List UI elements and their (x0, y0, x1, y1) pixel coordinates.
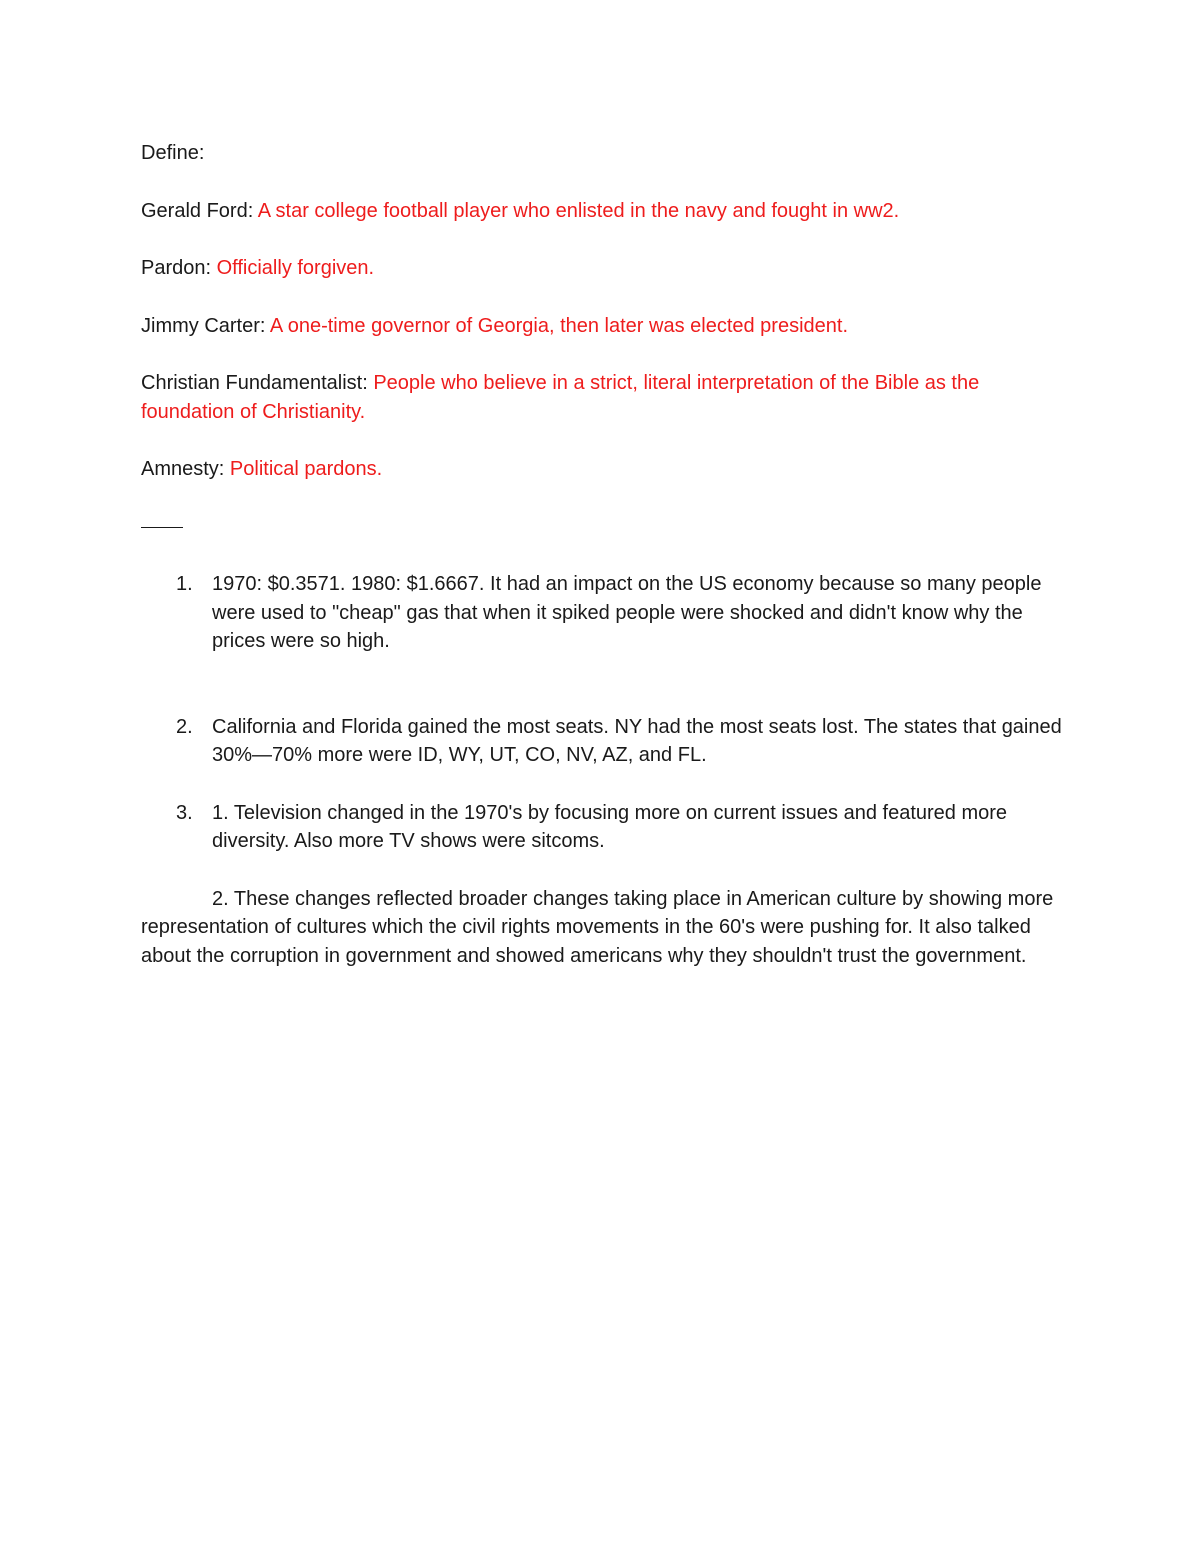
definition-text: A one-time governor of Georgia, then later was elected president. (269, 314, 849, 337)
horizontal-rule (141, 527, 183, 528)
answer-text: 1970: $0.3571. 1980: $1.6667. It had an impact on the US economy because so many people were used to "cheap" gas that when it spiked people were shocked and didn't know why the prices were so high. (212, 573, 1042, 652)
term-label: Jimmy Carter: (141, 314, 270, 337)
definition-jimmy-carter (141, 312, 1066, 341)
list-number: 3. (176, 801, 193, 824)
answer-item-1 (141, 570, 1066, 656)
definition-text: People who believe in a strict, literal interpretation of the Bible as the foundation of Christianity. (141, 372, 980, 423)
definition-gerald-ford (141, 197, 1066, 226)
term-label: Gerald Ford: (141, 199, 258, 222)
definition-text: Political pardons. (229, 458, 383, 480)
followup-paragraph: 2. These changes reflected broader changes taking place in American culture by showing more representation of cultures which the civil rights movements in the 60's were pushing for. It also talked about the corruption in government and showed americans why they shouldn't trust the government. (141, 887, 1054, 967)
definition-text: Officially forgiven. (216, 257, 375, 279)
document-body (141, 139, 1066, 970)
answer-text: 1. Television changed in the 1970's by focusing more on current issues and featured more diversity. Also more TV shows were sitcoms. (212, 801, 1008, 852)
define-heading: Define: (141, 142, 205, 164)
term-label: Pardon: (141, 257, 217, 279)
answer-item-3 (141, 799, 1066, 856)
answer-text: California and Florida gained the most seats. NY had the most seats lost. The states that gained 30%—70% more were ID, WY, UT, CO, NV, AZ, and FL. (212, 715, 1062, 766)
list-number: 1. (176, 573, 193, 595)
definition-pardon (141, 254, 1066, 283)
term-label: Christian Fundamentalist: (141, 372, 374, 394)
term-label: Amnesty: (141, 458, 230, 480)
definition-text: A star college football player who enlisted in the navy and fought in ww2. (257, 199, 900, 222)
definition-amnesty (141, 455, 1066, 484)
answer-item-2 (141, 713, 1066, 770)
list-number: 2. (176, 715, 193, 738)
section-divider (141, 513, 1066, 542)
definition-christian-fundamentalist (141, 369, 1066, 426)
